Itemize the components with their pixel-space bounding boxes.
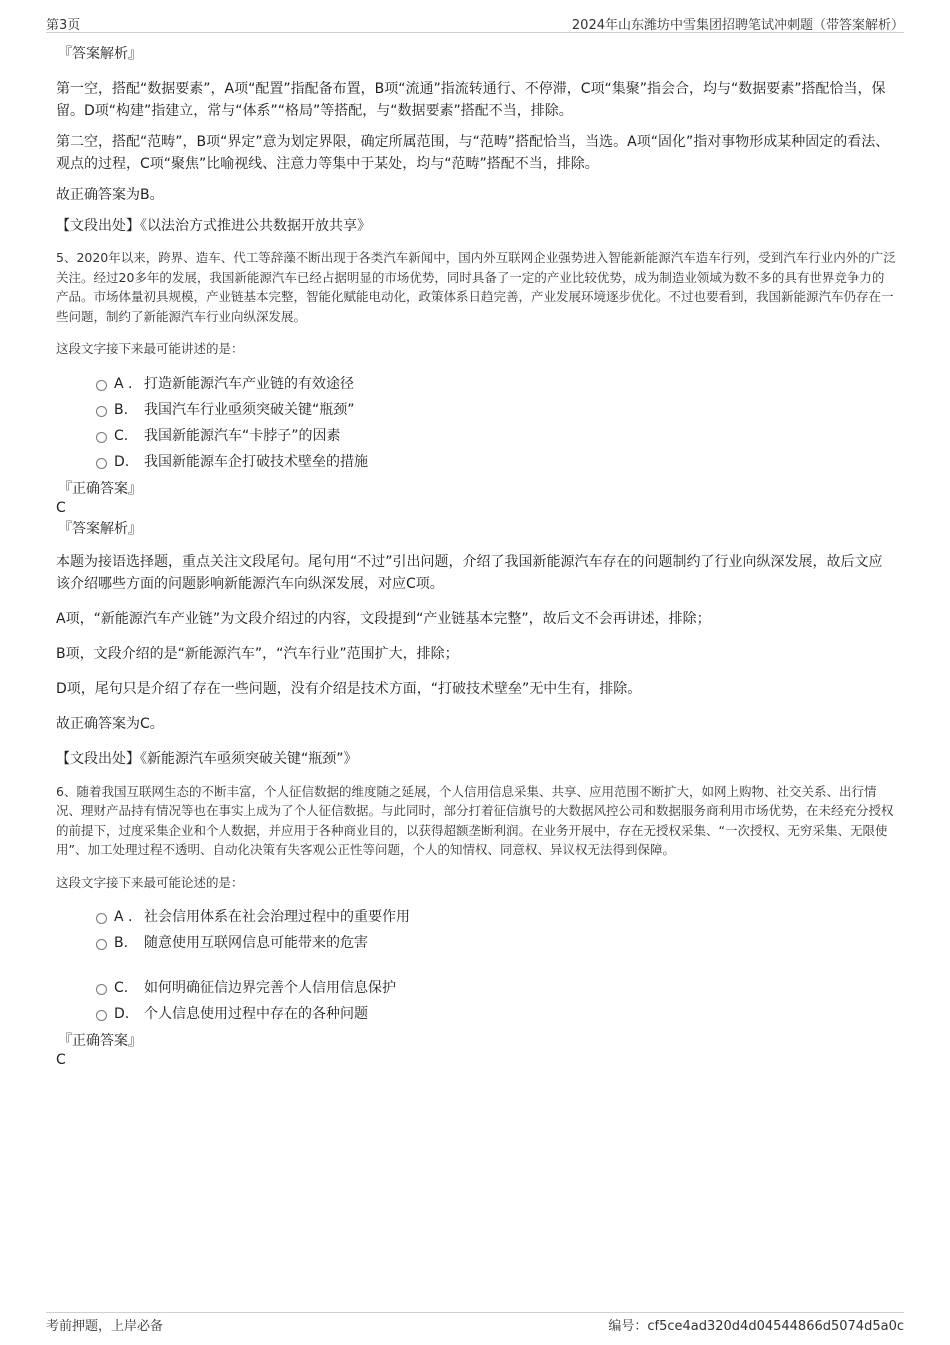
q5-analysis-paragraph: B项，文段介绍的是“新能源汽车”，“汽车行业”范围扩大，排除；: [56, 645, 459, 662]
q5-source: 【文段出处】《新能源汽车亟须突破关键“瓶颈”》: [56, 750, 358, 767]
q6-option-b[interactable]: [96, 930, 896, 956]
q4-analysis-paragraph: 第一空，搭配“数据要素”，A项“配置”指配备布置，B项“流通”指流转通行、不停滞，C项“集聚”指会合，均与“数据要素”搭配恰当，保留。D项“构建”指建立，常与“体系”“格局”等搭配，与“数据要素”搭配不当，排除。: [56, 81, 886, 119]
option-key: A .: [114, 375, 133, 392]
footer-slogan: 考前押题，上岸必备: [46, 1319, 164, 1334]
option-key: A .: [114, 909, 133, 925]
radio-button-icon[interactable]: [96, 406, 107, 417]
q6-option-a[interactable]: [96, 904, 896, 930]
q6-stem: 6、随着我国互联网生态的不断丰富，个人征信数据的维度随之延展，个人信用信息采集、共享、应用范围不断扩大，如网上购物、社交关系、出行情况、理财产品持有情况等也在事实上成为了个人征信数据。与此同时，部分打着征信旗号的大数据风控公司和数据服务商利用市场优势，在未经充分授权的前提下，过度采集企业和个人数据，并应用于各种商业目的，以获得超额垄断利润。在业务开展中，存在无授权采集、“一次授权、无穷采集、无限使用”、加工处理过程不透明、自动化决策有失客观公正性等问题，个人的知情权、同意权、异议权无法得到保障。: [56, 783, 894, 857]
page-content: [56, 44, 896, 1069]
q5-analysis-paragraph: D项，尾句只是介绍了存在一些问题，没有介绍是技术方面，“打破技术壁垒”无中生有，排除。: [56, 680, 642, 697]
option-key: C.: [114, 427, 129, 444]
radio-button-icon[interactable]: [96, 939, 107, 950]
radio-button-icon[interactable]: [96, 1010, 107, 1021]
option-key: D.: [114, 453, 130, 470]
option-text: 我国新能源汽车“卡脖子”的因素: [144, 427, 341, 444]
q5-option-b[interactable]: [96, 397, 896, 423]
q5-option-c[interactable]: [96, 423, 896, 449]
q4-analysis-paragraph: 第二空，搭配“范畴”，B项“界定”意为划定界限，确定所属范围，与“范畴”搭配恰当，当选。A项“固化”指对事物形成某种固定的看法、观点的过程，C项“聚焦”比喻视线、注意力等集中于某处，均与“范畴”搭配不当，排除。: [56, 134, 890, 172]
option-text: 打造新能源汽车产业链的有效途径: [144, 375, 354, 392]
option-text: 随意使用互联网信息可能带来的危害: [144, 935, 368, 951]
q5-analysis-paragraph: A项，“新能源汽车产业链”为文段介绍过的内容，文段提到“产业链基本完整”，故后文不会再讲述，排除；: [56, 610, 711, 627]
q6-question: 这段文字接下来最可能论述的是：: [56, 874, 244, 890]
radio-button-icon[interactable]: [96, 432, 107, 443]
q5-options: [56, 371, 896, 475]
option-text: 如何明确征信边界完善个人信用信息保护: [144, 980, 396, 996]
radio-button-icon[interactable]: [96, 984, 107, 995]
page-footer: [46, 1312, 904, 1334]
page-header: [46, 14, 904, 33]
option-key: B.: [114, 401, 129, 418]
radio-button-icon[interactable]: [96, 458, 107, 469]
option-text: 我国汽车行业亟须突破关键“瓶颈”: [144, 401, 355, 418]
option-text: 我国新能源车企打破技术壁垒的措施: [144, 453, 368, 470]
q6-answer-label: 『正确答案』: [58, 1033, 142, 1049]
page-number: 第3页: [46, 18, 81, 33]
q6-option-d[interactable]: [96, 1001, 896, 1027]
option-text: 社会信用体系在社会治理过程中的重要作用: [144, 909, 410, 925]
q6-answer: C: [56, 1052, 66, 1068]
q6-option-c[interactable]: [96, 975, 896, 1001]
q5-analysis-label: 『答案解析』: [58, 520, 142, 537]
option-text: 个人信息使用过程中存在的各种问题: [144, 1006, 368, 1022]
option-key: B.: [114, 935, 129, 951]
option-key: C.: [114, 980, 129, 996]
q4-analysis-label: 『答案解析』: [58, 46, 142, 62]
radio-button-icon[interactable]: [96, 913, 107, 924]
q5-answer: C: [56, 499, 66, 516]
q5-question: 这段文字接下来最可能讲述的是：: [56, 341, 244, 356]
q5-option-a[interactable]: [96, 371, 896, 397]
q5-analysis-paragraph: 本题为接语选择题，重点关注文段尾句。尾句用“不过”引出问题，介绍了我国新能源汽车存在的问题制约了行业向纵深发展，故后文应该介绍哪些方面的问题影响新能源汽车向纵深发展，对应C项。: [56, 553, 883, 592]
radio-button-icon[interactable]: [96, 380, 107, 391]
q5-analysis-conclusion: 故正确答案为C。: [56, 715, 164, 732]
document-id: 编号：cf5ce4ad320d4d04544866d5074d5a0c: [608, 1319, 904, 1334]
q5-answer-label: 『正确答案』: [58, 480, 142, 497]
option-key: D.: [114, 1006, 130, 1022]
q4-source: 【文段出处】《以法治方式推进公共数据开放共享》: [56, 218, 371, 234]
q5-option-d[interactable]: [96, 449, 896, 475]
document-title: 2024年山东潍坊中雪集团招聘笔试冲刺题（带答案解析）: [571, 18, 904, 33]
q6-options: [56, 904, 896, 1027]
q4-analysis-conclusion: 故正确答案为B。: [56, 187, 164, 203]
q5-stem: 5、2020年以来，跨界、造车、代工等辞藻不断出现于各类汽车新闻中，国内外互联网企业强势进入智能新能源汽车造车行列，受到汽车行业内外的广泛关注。经过20多年的发展，我国新能源汽车已经占据明显的市场优势，同时具备了一定的产业比较优势，成为制造业领域为数不多的具有世界竞争力的产品。市场体量初具规模，产业链基本完整，智能化赋能电动化，政策体系日趋完善，产业发展环境逐步优化。不过也要看到，我国新能源汽车仍存在一些问题，制约了新能源汽车行业向纵深发展。: [56, 250, 896, 324]
